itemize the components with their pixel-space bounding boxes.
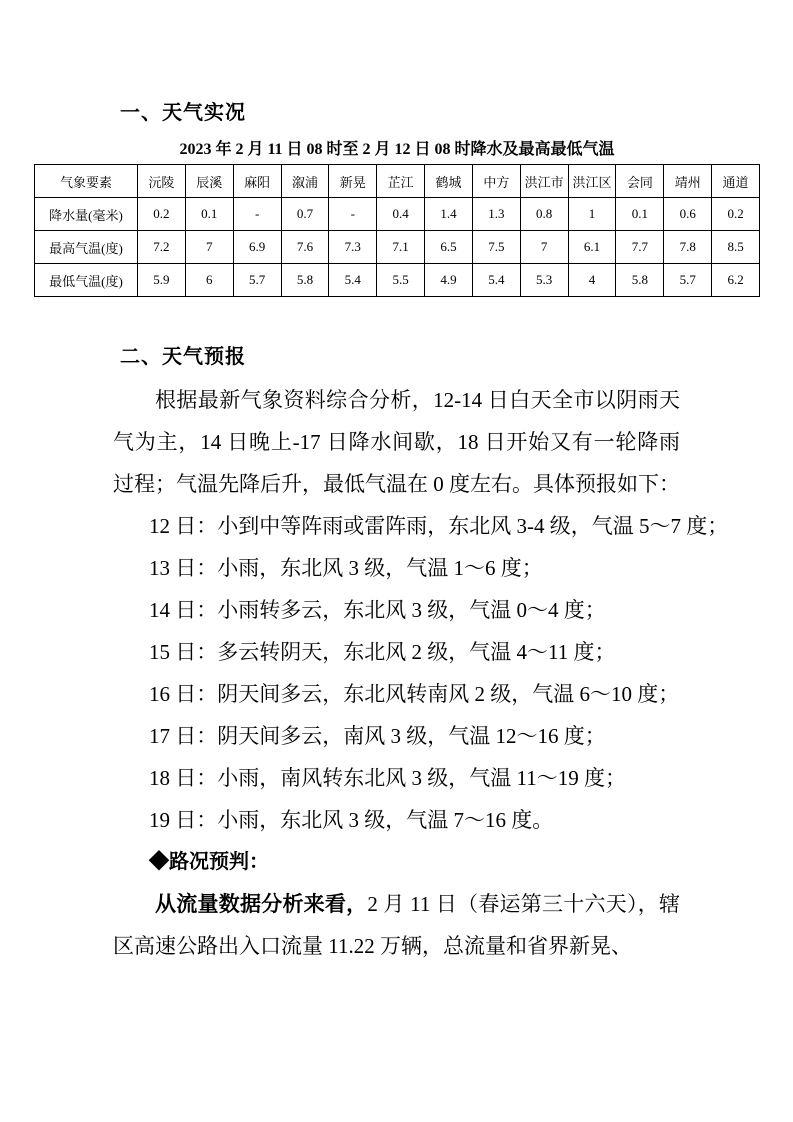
value-cell: 5.7	[664, 264, 712, 297]
value-cell: 5.9	[138, 264, 186, 297]
value-cell: 1	[568, 198, 616, 231]
value-cell: -	[233, 198, 281, 231]
value-cell: 0.1	[616, 198, 664, 231]
table-header-row	[35, 165, 760, 198]
value-cell: 7.7	[616, 231, 664, 264]
table-header-cell: 洪江区	[568, 165, 616, 198]
value-cell: 7.2	[138, 231, 186, 264]
road-condition-heading: ◆路况预判：	[149, 851, 269, 873]
table-header-cell: 气象要素	[35, 165, 138, 198]
table-header-cell: 辰溪	[185, 165, 233, 198]
value-cell: 0.1	[185, 198, 233, 231]
table-header-cell: 靖州	[664, 165, 712, 198]
forecast-day-line-14: 14 日：小雨转多云，东北风 3 级，气温 0～4 度；	[149, 598, 606, 622]
value-cell: 7	[185, 231, 233, 264]
section1-heading: 一、天气实况	[120, 102, 246, 124]
forecast-day-line-18: 18 日：小雨，南风转东北风 3 级，气温 11～19 度；	[149, 766, 626, 790]
value-cell: 7.8	[664, 231, 712, 264]
value-cell: 4.9	[425, 264, 473, 297]
value-cell: 5.8	[281, 264, 329, 297]
table-header-cell: 洪江市	[520, 165, 568, 198]
table-header-cell: 麻阳	[233, 165, 281, 198]
value-cell: 0.2	[138, 198, 186, 231]
forecast-day-line-19: 19 日：小雨，东北风 3 级，气温 7～16 度。	[149, 808, 554, 832]
table-header-cell: 会同	[616, 165, 664, 198]
weather-table	[34, 164, 760, 297]
forecast-body	[113, 379, 729, 967]
forecast-day-line-15: 15 日：多云转阴天，东北风 2 级，气温 4～11 度；	[149, 640, 616, 664]
table-header-cell: 通道	[712, 165, 760, 198]
value-cell: 6.1	[568, 231, 616, 264]
value-cell: 5.4	[472, 264, 520, 297]
value-cell: 4	[568, 264, 616, 297]
value-cell: 7.6	[281, 231, 329, 264]
row-label-cell: 最高气温(度)	[35, 231, 138, 264]
value-cell: 5.8	[616, 264, 664, 297]
value-cell: 0.2	[712, 198, 760, 231]
table-row-max-temp	[35, 231, 760, 264]
forecast-day-line-12: 12 日：小到中等阵雨或雷阵雨，东北风 3-4 级，气温 5～7 度；	[149, 514, 729, 538]
value-cell: 5.4	[329, 264, 377, 297]
road-condition-paragraph	[113, 883, 680, 967]
value-cell: 6.9	[233, 231, 281, 264]
value-cell: 6	[185, 264, 233, 297]
value-cell: 1.4	[425, 198, 473, 231]
table-header-cell: 芷江	[377, 165, 425, 198]
value-cell: 0.7	[281, 198, 329, 231]
value-cell: 7.5	[472, 231, 520, 264]
value-cell: 0.6	[664, 198, 712, 231]
value-cell: 7	[520, 231, 568, 264]
table-row-precipitation	[35, 198, 760, 231]
table-header-cell: 中方	[472, 165, 520, 198]
value-cell: 7.1	[377, 231, 425, 264]
table-header-cell: 鹤城	[425, 165, 473, 198]
section2-heading: 二、天气预报	[120, 346, 246, 368]
value-cell: 7.3	[329, 231, 377, 264]
table-row-min-temp	[35, 264, 760, 297]
value-cell: 1.3	[472, 198, 520, 231]
forecast-day-line-16: 16 日：阴天间多云，东北风转南风 2 级，气温 6～10 度；	[149, 682, 680, 706]
row-label-cell: 最低气温(度)	[35, 264, 138, 297]
table-header-cell: 溆浦	[281, 165, 329, 198]
road-paragraph-lead: 从流量数据分析来看，	[155, 892, 368, 916]
value-cell: 5.3	[520, 264, 568, 297]
value-cell: 5.5	[377, 264, 425, 297]
row-label-cell: 降水量(毫米)	[35, 198, 138, 231]
forecast-day-line-13: 13 日：小雨，东北风 3 级，气温 1～6 度；	[149, 556, 543, 580]
value-cell: 8.5	[712, 231, 760, 264]
value-cell: -	[329, 198, 377, 231]
value-cell: 6.5	[425, 231, 473, 264]
value-cell: 6.2	[712, 264, 760, 297]
value-cell: 0.4	[377, 198, 425, 231]
table-header-cell: 新晃	[329, 165, 377, 198]
forecast-intro-paragraph: 根据最新气象资料综合分析，12-14 日白天全市以阴雨天气为主，14 日晚上-17 日降水间歇，18 日开始又有一轮降雨过程；气温先降后升，最低气温在 0 度左右。具体预报如下：	[113, 388, 680, 496]
forecast-day-line-17: 17 日：阴天间多云，南风 3 级，气温 12～16 度；	[149, 724, 606, 748]
value-cell: 0.8	[520, 198, 568, 231]
road-paragraph-text: 2 月 11 日（春运第三十六天），辖区高速公路出入口流量 11.22 万辆，总流量和省界新晃、	[113, 892, 680, 958]
value-cell: 5.7	[233, 264, 281, 297]
table-title: 2023 年 2 月 11 日 08 时至 2 月 12 日 08 时降水及最高最低气温	[179, 141, 615, 158]
table-header-cell: 沅陵	[138, 165, 186, 198]
